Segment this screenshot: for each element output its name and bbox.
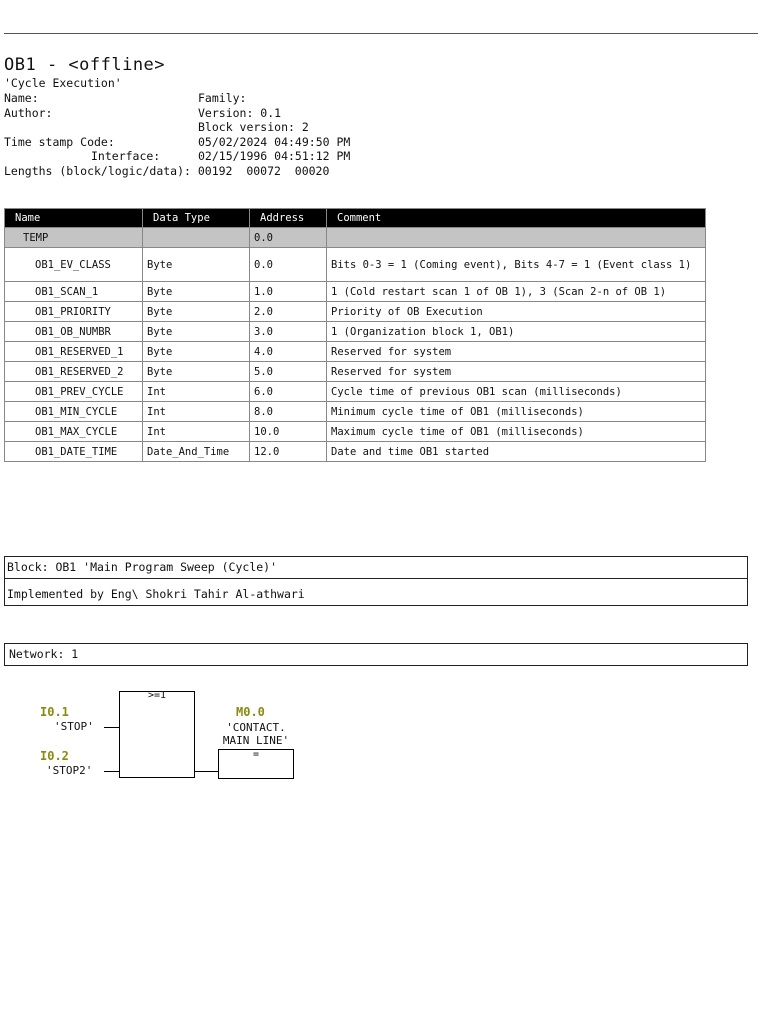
temp-type (143, 228, 250, 248)
table-row (5, 442, 706, 462)
col-data-type: Data Type (143, 209, 250, 228)
var-address: 8.0 (250, 402, 327, 422)
table-row (5, 362, 706, 382)
table-row (5, 422, 706, 442)
var-name: OB1_RESERVED_1 (5, 342, 143, 362)
table-row (5, 282, 706, 302)
input2-address: I0.2 (40, 749, 69, 763)
var-type: Byte (143, 322, 250, 342)
name-label: Name: (4, 91, 39, 105)
var-comment: 1 (Organization block 1, OB1) (327, 322, 706, 342)
var-name: OB1_PREV_CYCLE (5, 382, 143, 402)
var-comment: Bits 0-3 = 1 (Coming event), Bits 4-7 = 1 (Event class 1) (327, 248, 706, 282)
col-comment: Comment (327, 209, 706, 228)
table-header-row (5, 209, 706, 228)
var-name: OB1_RESERVED_2 (5, 362, 143, 382)
var-name: OB1_MAX_CYCLE (5, 422, 143, 442)
var-address: 2.0 (250, 302, 327, 322)
timestamp-code-label: Time stamp Code: (4, 135, 115, 149)
var-address: 0.0 (250, 248, 327, 282)
var-comment: Reserved for system (327, 342, 706, 362)
var-comment: Date and time OB1 started (327, 442, 706, 462)
family-label: Family: (198, 91, 247, 105)
block-comment-box: Implemented by Eng\ Shokri Tahir Al-athwari (4, 578, 748, 606)
timestamp-code-value: 05/02/2024 04:49:50 PM (198, 135, 351, 149)
var-comment: Reserved for system (327, 362, 706, 382)
var-type: Byte (143, 362, 250, 382)
var-comment: Cycle time of previous OB1 scan (milliseconds) (327, 382, 706, 402)
var-comment: Minimum cycle time of OB1 (milliseconds) (327, 402, 706, 422)
input1-symbol: 'STOP' (54, 720, 94, 733)
var-address: 1.0 (250, 282, 327, 302)
input2-symbol: 'STOP2' (46, 764, 93, 777)
var-name: OB1_MIN_CYCLE (5, 402, 143, 422)
input1-address: I0.1 (40, 705, 69, 719)
var-address: 4.0 (250, 342, 327, 362)
var-address: 6.0 (250, 382, 327, 402)
network-header: Network: 1 (4, 643, 748, 666)
output-wire (195, 771, 218, 772)
col-address: Address (250, 209, 327, 228)
temp-comment (327, 228, 706, 248)
table-row (5, 322, 706, 342)
input2-wire (104, 771, 119, 772)
input1-wire (104, 727, 119, 728)
var-comment: Maximum cycle time of OB1 (milliseconds) (327, 422, 706, 442)
output-address: M0.0 (236, 705, 265, 719)
var-name: OB1_PRIORITY (5, 302, 143, 322)
var-type: Byte (143, 302, 250, 322)
var-address: 5.0 (250, 362, 327, 382)
var-address: 3.0 (250, 322, 327, 342)
var-address: 12.0 (250, 442, 327, 462)
declaration-table (4, 208, 706, 462)
author-label: Author: (4, 106, 53, 120)
var-type: Byte (143, 342, 250, 362)
col-name: Name (5, 209, 143, 228)
table-row (5, 382, 706, 402)
top-rule (4, 33, 758, 34)
var-name: OB1_SCAN_1 (5, 282, 143, 302)
table-row (5, 248, 706, 282)
temp-name: TEMP (5, 228, 143, 248)
var-type: Date_And_Time (143, 442, 250, 462)
var-type: Int (143, 402, 250, 422)
var-comment: 1 (Cold restart scan 1 of OB 1), 3 (Scan 2-n of OB 1) (327, 282, 706, 302)
block-title: OB1 - <offline> (4, 55, 166, 75)
interface-value: 02/15/1996 04:51:12 PM (198, 149, 351, 163)
assignment-coil-label: = (252, 749, 260, 760)
var-type: Int (143, 382, 250, 402)
var-name: OB1_EV_CLASS (5, 248, 143, 282)
var-address: 10.0 (250, 422, 327, 442)
block-title-box: Block: OB1 'Main Program Sweep (Cycle)' (4, 556, 748, 579)
interface-label: Interface: (91, 149, 161, 163)
block-version-text: Block version: 2 (198, 120, 309, 134)
var-type: Byte (143, 282, 250, 302)
version-text: Version: 0.1 (198, 106, 282, 120)
temp-row (5, 228, 706, 248)
var-type: Byte (143, 248, 250, 282)
var-type: Int (143, 422, 250, 442)
table-row (5, 402, 706, 422)
var-name: OB1_OB_NUMBR (5, 322, 143, 342)
table-row (5, 342, 706, 362)
or-gate-label: >=1 (147, 690, 167, 701)
output-symbol: 'CONTACT. MAIN LINE' (222, 721, 290, 747)
table-row (5, 302, 706, 322)
var-name: OB1_DATE_TIME (5, 442, 143, 462)
temp-address: 0.0 (250, 228, 327, 248)
lengths-text: Lengths (block/logic/data): 00192 00072 00020 (4, 164, 330, 178)
or-gate-box (119, 691, 195, 778)
block-subtitle: 'Cycle Execution' (4, 76, 122, 90)
var-comment: Priority of OB Execution (327, 302, 706, 322)
